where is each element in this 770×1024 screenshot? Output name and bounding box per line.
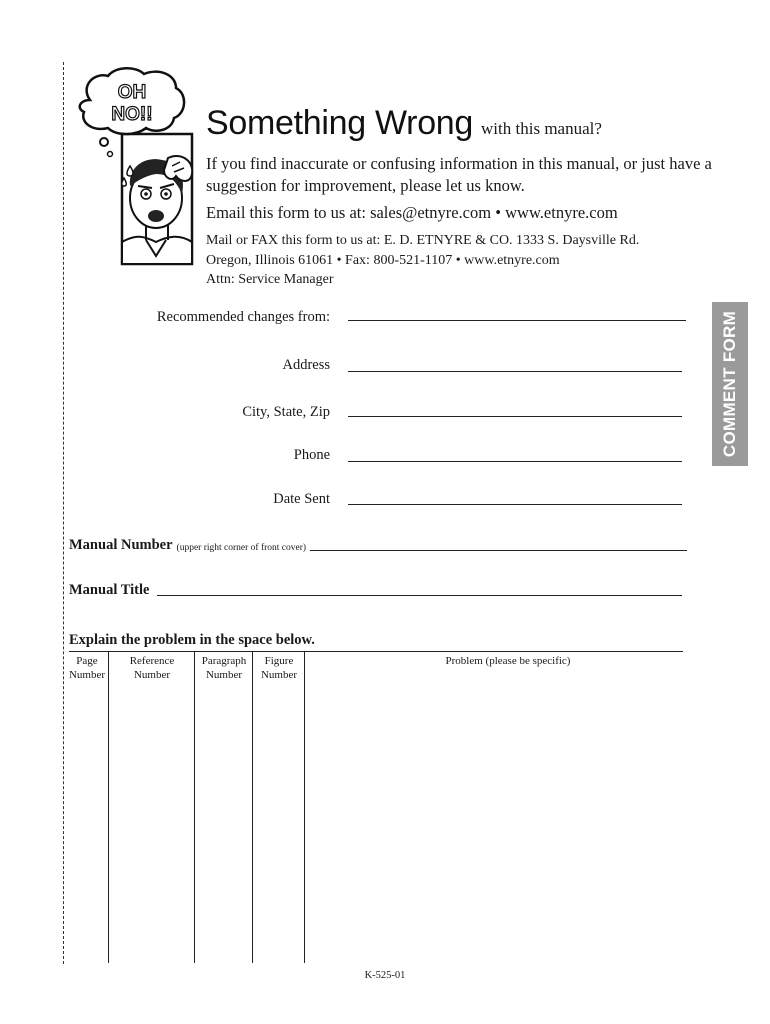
page-title [206, 104, 602, 143]
title-main: Something Wrong [206, 104, 474, 142]
date-sent-label: Date Sent [273, 491, 330, 507]
intro-text: If you find inaccurate or confusing information in this manual, or just have a suggestion for improvement, please let us know. [206, 154, 712, 195]
address-label: Address [282, 357, 330, 373]
city-state-zip-input[interactable] [348, 416, 682, 417]
bubble-text-line2: NO!! [111, 104, 153, 125]
problem-heading-rule [69, 651, 683, 652]
oh-no-illustration [76, 66, 200, 266]
col-paragraph-number: Paragraph Number [201, 655, 247, 681]
col-figure-number: Figure Number [260, 655, 298, 681]
manual-number-row [69, 537, 687, 554]
manual-title-row [69, 582, 682, 599]
comment-form-tab [712, 302, 748, 466]
email-line: Email this form to us at: sales@etnyre.com • www.etnyre.com [206, 203, 618, 222]
manual-title-label: Manual Title [69, 582, 150, 598]
manual-number-input[interactable] [310, 550, 687, 551]
bubble-text-line1: OH [117, 82, 147, 103]
address-input[interactable] [348, 371, 682, 372]
recommended-label: Recommended changes from: [156, 309, 330, 325]
problem-heading: Explain the problem in the space below. [69, 632, 315, 648]
column-divider [252, 652, 253, 963]
form-code: K-525-01 [364, 970, 406, 981]
phone-input[interactable] [348, 461, 682, 462]
column-divider [304, 652, 305, 963]
column-divider [194, 652, 195, 963]
mail-block [206, 231, 639, 290]
date-sent-input[interactable] [348, 504, 682, 505]
col-problem: Problem (please be specific) [445, 655, 571, 667]
manual-title-input[interactable] [157, 595, 682, 596]
cut-line [63, 62, 64, 964]
title-suffix: with this manual? [481, 119, 602, 138]
col-page-number: Page Number [68, 655, 106, 681]
recommended-input[interactable] [348, 320, 686, 321]
mail-line-3: Attn: Service Manager [206, 272, 334, 287]
manual-number-note: (upper right corner of front cover) [176, 543, 307, 553]
mail-line-2: Oregon, Illinois 61061 • Fax: 800-521-1107 • www.etnyre.com [206, 252, 560, 268]
comment-form-tab-label: COMMENT FORM [720, 310, 740, 458]
phone-label: Phone [293, 447, 330, 463]
city-state-zip-label: City, State, Zip [242, 404, 330, 420]
column-divider [108, 652, 109, 963]
col-reference-number: Reference Number [129, 655, 175, 681]
manual-number-label: Manual Number [69, 537, 173, 553]
mail-line-1: Mail or FAX this form to us at: E. D. ETNYRE & CO. 1333 S. Daysville Rd. [206, 233, 640, 248]
